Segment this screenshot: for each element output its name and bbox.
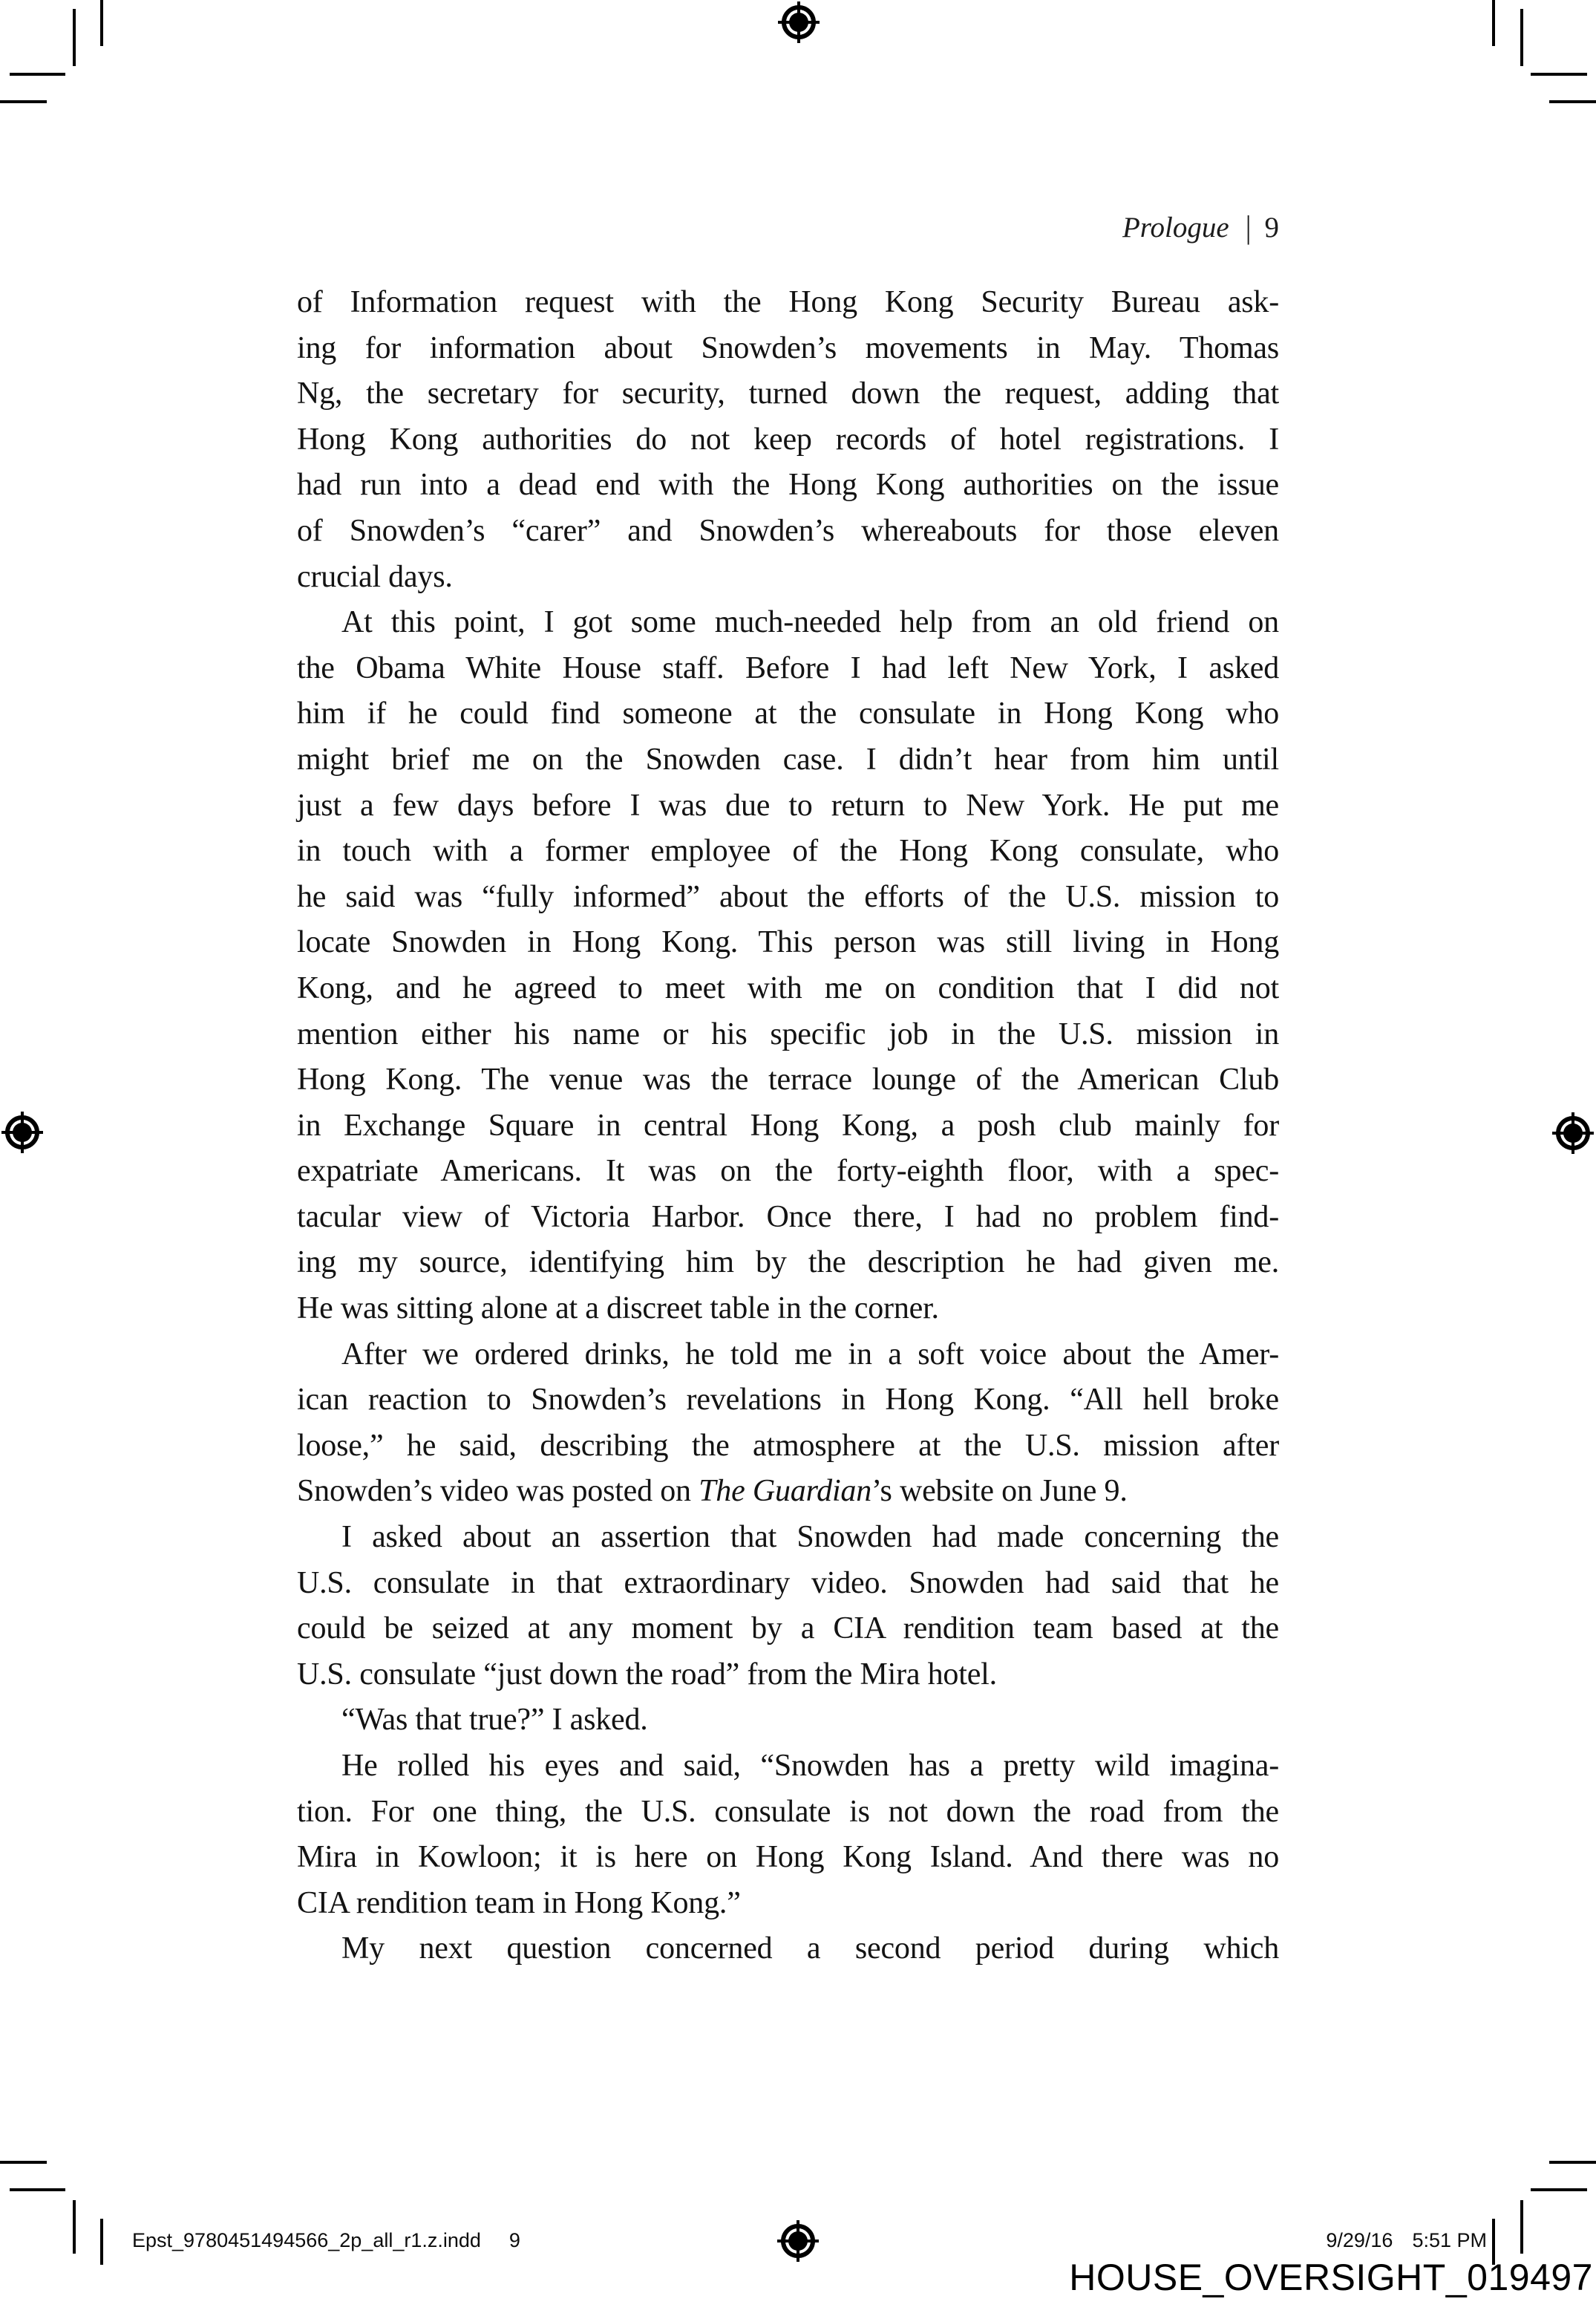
registration-crosshair-icon: [778, 1, 820, 43]
text-line: [297, 1743, 1279, 1790]
page-header: [297, 211, 1279, 245]
text-segment: just a few days before I was due to return to New York. He put me: [297, 788, 1279, 823]
text-line: [297, 417, 1279, 463]
text-segment: Ng, the secretary for security, turned down the request, adding that: [297, 376, 1279, 411]
text-line: [297, 1790, 1279, 1836]
footer-file-page: 9: [508, 2229, 520, 2251]
italic-text: The Guardian: [699, 1474, 872, 1509]
text-line: [297, 600, 1279, 646]
text-line: [297, 1606, 1279, 1652]
text-line: [297, 829, 1279, 875]
registration-crosshair-icon: [777, 2220, 819, 2262]
text-segment: Snowden’s video was posted on: [297, 1474, 699, 1509]
text-segment: ’s website on June 9.: [871, 1474, 1128, 1509]
text-segment: could be seized at any moment by a CIA rendition team based at the: [297, 1611, 1279, 1646]
text-segment: mention either his name or his specific job in the U.S. mission in: [297, 1017, 1279, 1051]
text-line: [297, 1469, 1279, 1515]
text-line: [297, 1057, 1279, 1103]
text-line: [297, 920, 1279, 966]
text-line: [297, 1332, 1279, 1378]
footer-time: 5:51 PM: [1412, 2229, 1487, 2251]
text-segment: expatriate Americans. It was on the forty-eighth floor, with a spec-: [297, 1154, 1279, 1189]
text-segment: the Obama White House staff. Before I had left New York, I asked: [297, 650, 1279, 685]
text-segment: Kong, and he agreed to meet with me on condition that I did not: [297, 971, 1279, 1005]
text-segment: in Exchange Square in central Hong Kong, a posh club mainly for: [297, 1108, 1279, 1143]
text-segment: he said was “fully informed” about the efforts of the U.S. mission to: [297, 879, 1279, 914]
crop-mark: [1492, 0, 1495, 46]
text-segment: Hong Kong. The venue was the terrace lounge of the American Club: [297, 1063, 1279, 1097]
crop-mark: [10, 73, 65, 76]
text-line: [297, 1377, 1279, 1423]
footer-timestamp: [1326, 2229, 1487, 2252]
text-line: [297, 371, 1279, 417]
registration-crosshair-icon: [1552, 1112, 1594, 1154]
text-segment: My next question concerned a second period during which: [341, 1931, 1279, 1966]
text-segment: ing for information about Snowden’s movements in May. Thomas: [297, 330, 1279, 365]
text-line: [297, 1652, 1279, 1698]
text-line: [297, 1926, 1279, 1972]
crop-mark: [100, 0, 103, 46]
text-line: [297, 1149, 1279, 1195]
text-line: [297, 1515, 1279, 1561]
crop-mark: [73, 9, 76, 66]
text-line: [297, 1561, 1279, 1607]
text-line: [297, 463, 1279, 509]
text-segment: loose,” he said, describing the atmosphere at the U.S. mission after: [297, 1428, 1279, 1463]
text-segment: Mira in Kowloon; it is here on Hong Kong Island. And there was no: [297, 1840, 1279, 1875]
text-line: [297, 555, 1279, 601]
text-segment: locate Snowden in Hong Kong. This person was still living in Hong: [297, 925, 1279, 960]
header-page-number: 9: [1264, 212, 1279, 244]
text-line: [297, 1240, 1279, 1286]
text-line: [297, 966, 1279, 1012]
text-segment: crucial days.: [297, 559, 453, 594]
text-line: [297, 737, 1279, 783]
crop-mark: [100, 2219, 103, 2265]
crop-mark: [1531, 73, 1587, 76]
text-segment: in touch with a former employee of the Hong Kong consulate, who: [297, 834, 1279, 869]
text-line: [297, 1103, 1279, 1149]
text-line: [297, 1195, 1279, 1241]
footer-file-name: Epst_9780451494566_2p_all_r1.z.indd: [132, 2229, 481, 2251]
text-segment: tion. For one thing, the U.S. consulate is not down the road from the: [297, 1794, 1279, 1829]
text-line: [297, 691, 1279, 737]
body-text: [297, 280, 1279, 1972]
crop-mark: [1531, 2188, 1587, 2191]
header-separator: |: [1245, 209, 1252, 246]
text-segment: I asked about an assertion that Snowden had made concerning the: [341, 1520, 1279, 1555]
text-segment: tacular view of Victoria Harbor. Once there, I had no problem find-: [297, 1199, 1279, 1234]
text-line: [297, 1286, 1279, 1332]
crop-mark: [10, 2188, 65, 2191]
text-line: [297, 646, 1279, 692]
text-line: [297, 1697, 1279, 1743]
text-line: [297, 1012, 1279, 1058]
crop-mark: [1520, 9, 1523, 66]
text-line: [297, 1835, 1279, 1881]
footer-slug: [132, 2229, 520, 2252]
text-segment: of Snowden’s “carer” and Snowden’s whereabouts for those eleven: [297, 513, 1279, 548]
text-segment: him if he could find someone at the consulate in Hong Kong who: [297, 697, 1279, 731]
crop-mark: [1520, 2200, 1523, 2254]
text-line: [297, 1423, 1279, 1469]
text-segment: U.S. consulate “just down the road” from the Mira hotel.: [297, 1657, 997, 1692]
crop-mark: [0, 2161, 47, 2164]
text-line: [297, 783, 1279, 829]
oversight-watermark: HOUSE_OVERSIGHT_019497: [1069, 2257, 1593, 2298]
header-title: Prologue: [1122, 212, 1229, 244]
text-line: [297, 280, 1279, 326]
text-segment: might brief me on the Snowden case. I didn’t hear from him until: [297, 742, 1279, 777]
text-segment: ing my source, identifying him by the description he had given me.: [297, 1245, 1279, 1280]
crop-mark: [0, 100, 47, 103]
text-segment: After we ordered drinks, he told me in a soft voice about the Amer-: [341, 1337, 1279, 1371]
text-segment: CIA rendition team in Hong Kong.”: [297, 1885, 741, 1920]
text-segment: “Was that true?” I asked.: [341, 1703, 648, 1738]
text-line: [297, 1881, 1279, 1927]
crop-mark: [1549, 2161, 1596, 2164]
text-line: [297, 326, 1279, 372]
crop-mark: [73, 2200, 76, 2254]
registration-crosshair-icon: [1, 1112, 43, 1153]
text-segment: of Information request with the Hong Kong Security Bureau ask-: [297, 285, 1279, 319]
text-line: [297, 509, 1279, 555]
text-segment: At this point, I got some much-needed help from an old friend on: [341, 605, 1279, 640]
text-segment: He was sitting alone at a discreet table in the corner.: [297, 1291, 939, 1326]
footer-date: 9/29/16: [1326, 2229, 1393, 2251]
text-segment: ican reaction to Snowden’s revelations in Hong Kong. “All hell broke: [297, 1383, 1279, 1418]
text-segment: Hong Kong authorities do not keep records of hotel registrations. I: [297, 422, 1279, 457]
text-segment: He rolled his eyes and said, “Snowden has a pretty wild imagina-: [341, 1749, 1279, 1783]
text-line: [297, 875, 1279, 921]
crop-mark: [1549, 100, 1596, 103]
text-segment: U.S. consulate in that extraordinary video. Snowden had said that he: [297, 1565, 1279, 1600]
text-segment: had run into a dead end with the Hong Kong authorities on the issue: [297, 468, 1279, 503]
